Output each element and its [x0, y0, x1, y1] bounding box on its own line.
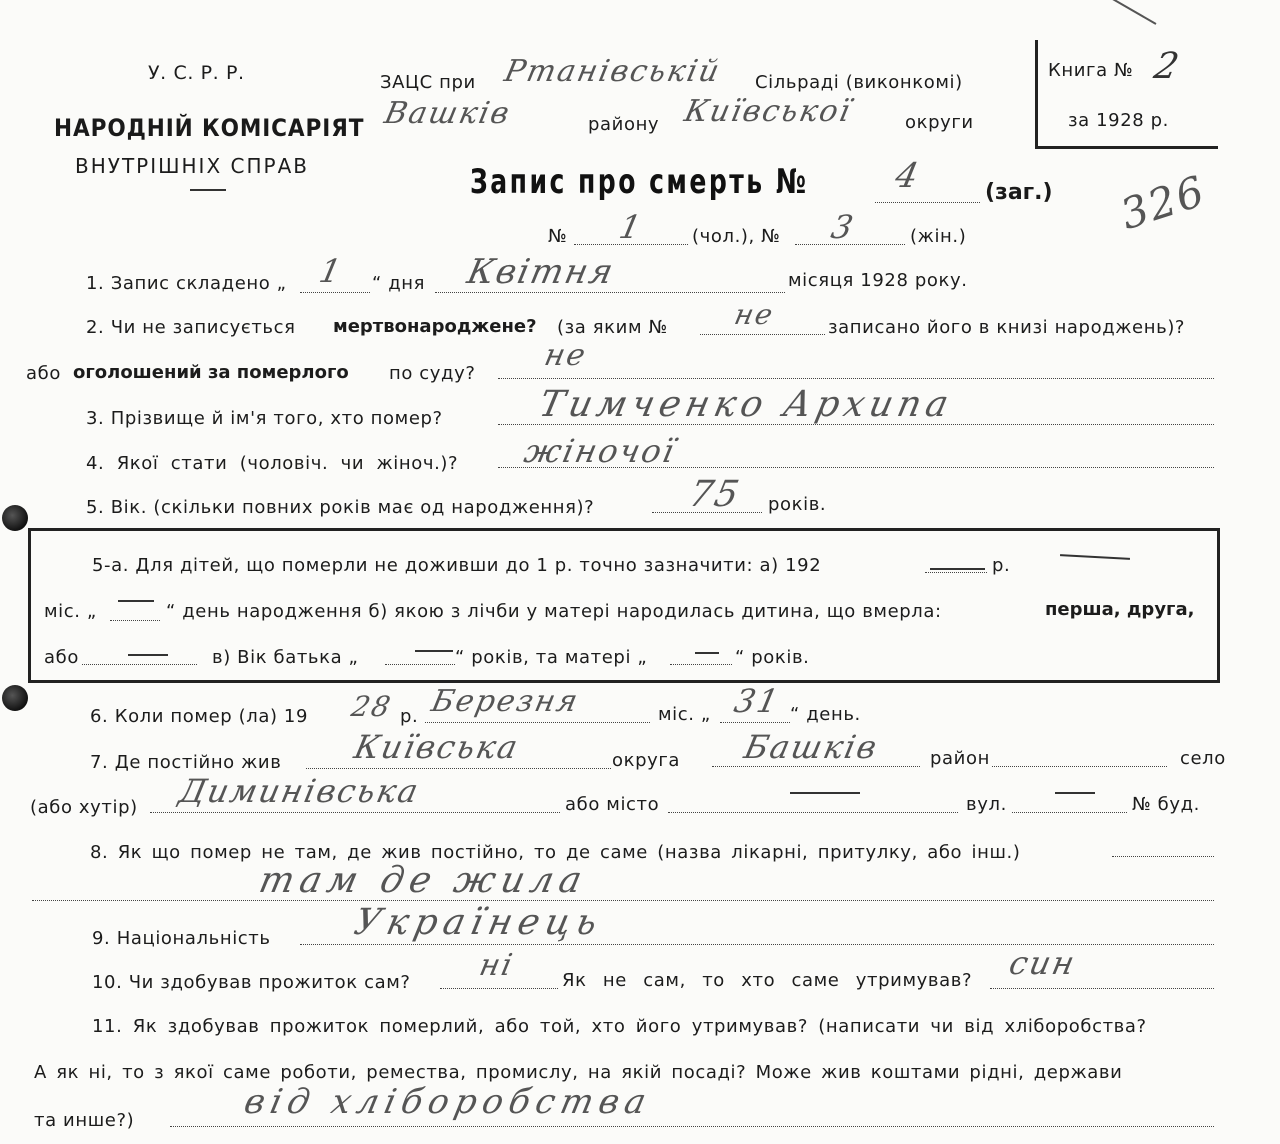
female-number-label: (жін.) [910, 226, 967, 247]
field-4-handwritten: жіночої [520, 432, 680, 470]
district-handwritten: Baшків [381, 96, 515, 131]
record-number-line [875, 202, 980, 203]
box-5a-father-line [385, 664, 455, 665]
box-5a-line-2-bold: перша, друга, [1045, 599, 1195, 620]
corner-mark [1104, 0, 1157, 25]
box-5a-line-2-b: “ день народження б) якою з лічби у матері народилась дитина, що вмерла: [166, 601, 942, 622]
field-2b-bold: оголошений за померлого [73, 362, 349, 383]
field-7-rayon-line [712, 766, 920, 767]
field-7-okrug: округа [612, 750, 681, 771]
field-5-line [652, 512, 762, 513]
field-3-line [498, 424, 1214, 425]
punch-hole-top [2, 505, 28, 531]
field-2-number-handwritten: не [731, 298, 778, 331]
box-5a-mother-dash [695, 652, 719, 654]
department-title: ВНУТРІШНІХ СПРАВ [75, 154, 309, 178]
field-5-suffix: років. [768, 494, 827, 515]
village-council-label: Сільраді (виконкомі) [755, 72, 963, 93]
field-1-month-handwritten: Квітня [463, 252, 619, 292]
field-2b-prefix: або [26, 363, 61, 384]
book-number-handwritten: 2 [1150, 46, 1185, 87]
field-1-day-line [300, 292, 370, 293]
field-10-handwritten-1: ні [476, 948, 518, 983]
field-5-label: 5. Вік. (скільки повних років має од народження)? [86, 497, 595, 518]
field-6-year-handwritten: 28 [348, 690, 396, 723]
box-5a-line-1: 5-а. Для дітей, що померли не доживши до 1 р. точно зазначити: а) 192 [92, 555, 822, 576]
field-1-day-handwritten: 1 [315, 252, 347, 290]
field-7b-bud: № буд. [1132, 794, 1200, 815]
box-5a-year-line [925, 572, 987, 573]
field-1-mid: “ дня [372, 273, 426, 294]
box-5a-month-line [110, 620, 160, 621]
field-2-suffix: записано його в книзі народжень)? [828, 317, 1186, 338]
field-3-handwritten: Тимченко Архипа [535, 384, 957, 425]
field-7b-misto-dash [790, 792, 860, 794]
field-7b-misto-line [668, 812, 958, 813]
field-8-handwritten: там де жила [255, 860, 592, 901]
field-11-handwritten: від хліборобства [240, 1082, 656, 1122]
field-10-handwritten-2: син [1005, 944, 1080, 982]
record-title: Запис про смерть № [470, 162, 809, 202]
field-6-month-handwritten: Березня [428, 684, 583, 719]
field-8-label: 8. Як що помер не там, де жив постійно, то де саме (назва лікарні, притулку, або інш.) [90, 842, 1021, 863]
field-4-line [498, 467, 1214, 468]
field-7-selo-line [992, 766, 1167, 767]
box-5a-line-3-d: “ років. [735, 647, 810, 668]
box-5a-order-line [82, 664, 197, 665]
district-label: району [588, 114, 660, 135]
field-11-line-2: А як ні, то з якої саме роботи, ремества, промислу, на якій посаді? Може жив коштами рідні, держави [34, 1062, 1123, 1083]
field-7b-line [150, 812, 560, 813]
field-2-mid: (за яким № [557, 317, 668, 338]
box-5a-line-2-a: міс. „ [44, 601, 97, 622]
field-8-line [32, 900, 1214, 901]
field-7b-vul-dash [1055, 792, 1095, 794]
box-5a-father-dash [415, 650, 453, 652]
book-label: Книга № [1048, 60, 1134, 81]
field-7b-vul-line [1012, 812, 1127, 813]
field-10-line-1 [440, 988, 558, 989]
field-6-day-handwritten: 31 [730, 682, 784, 720]
field-7-prefix: 7. Де постійно жив [90, 752, 282, 773]
republic-label: У. С. Р. Р. [148, 62, 245, 84]
field-2b-suffix: по суду? [389, 363, 476, 384]
field-10-line-2 [990, 988, 1214, 989]
female-number-handwritten: 3 [827, 208, 859, 246]
field-11-line-3: та инше?) [34, 1110, 135, 1131]
field-6-r: р. [400, 706, 419, 727]
female-number-line [795, 244, 905, 245]
field-6-day-line [720, 722, 790, 723]
box-5a-year-dash [930, 568, 985, 570]
book-year: за 1928 р. [1068, 110, 1170, 131]
commissariat-title: НАРОДНІЙ КОМІСАРІЯТ [54, 114, 365, 142]
field-10-mid: Як не сам, то хто саме утримував? [562, 970, 973, 991]
field-5-handwritten: 75 [685, 474, 745, 515]
box-5a-line-1-end: р. [992, 555, 1011, 576]
field-2-bold: мертвонароджене? [333, 316, 537, 337]
field-3-label: 3. Прізвище й ім'я того, хто помер? [86, 408, 443, 429]
male-number-handwritten: 1 [615, 208, 647, 246]
field-7b-misto: або місто [565, 794, 660, 815]
field-11-line [170, 1126, 1214, 1127]
header-divider [190, 189, 226, 191]
field-7-rayon: район [930, 748, 990, 769]
record-number-suffix: (заг.) [985, 180, 1053, 205]
male-number-label: (чол.), № [692, 226, 781, 247]
field-1-month-line [435, 292, 785, 293]
field-7-rayon-handwritten: Башків [740, 728, 882, 766]
corner-number-handwritten: 326 [1114, 165, 1212, 240]
field-2b-line [498, 378, 1214, 379]
field-9-label: 9. Національність [92, 928, 271, 949]
field-7-okrug-handwritten: Київська [350, 728, 523, 766]
male-number-line [574, 244, 688, 245]
field-6-month-line [425, 722, 650, 723]
field-9-handwritten: Українець [350, 902, 607, 943]
field-1-prefix: 1. Запис складено „ [86, 273, 287, 294]
field-2b-handwritten: не [541, 338, 591, 373]
field-8-line-end [1112, 856, 1214, 857]
box-5a-line-3-a: або [44, 647, 79, 668]
field-4-label: 4. Якої стати (чоловіч. чи жіноч.)? [86, 453, 459, 474]
punch-hole-bottom [2, 685, 28, 711]
okrug-label: округи [905, 112, 974, 133]
book-box [1035, 40, 1218, 149]
field-2-number-line [700, 334, 825, 335]
okrug-handwritten: Київської [681, 94, 856, 129]
field-6-suffix: “ день. [790, 704, 861, 725]
box-5a-line-3-b: в) Вік батька „ [212, 647, 359, 668]
field-11-line-1: 11. Як здобував прожиток померлий, або той, хто його утримував? (написати чи від хліборобства? [92, 1016, 1147, 1037]
field-7-okrug-line [306, 768, 611, 769]
box-5a-mother-line [670, 664, 732, 665]
field-2-prefix: 2. Чи не записується [86, 317, 296, 338]
field-7b-vul: вул. [966, 794, 1007, 815]
field-7b-handwritten: Диминівська [175, 772, 424, 810]
field-7b-prefix: (або хутір) [30, 797, 138, 818]
field-10-label: 10. Чи здобував прожиток сам? [92, 972, 411, 993]
field-1-suffix: місяця 1928 року. [788, 270, 968, 291]
box-5a-month-dash [118, 600, 154, 602]
village-council-handwritten: Ртанівській [501, 54, 725, 89]
box-5a-order-dash [128, 654, 168, 656]
field-7-selo: село [1180, 748, 1226, 769]
field-6-prefix: 6. Коли помер (ла) 19 [90, 706, 309, 727]
box-5a-line-3-c: “ років, та матері „ [455, 647, 648, 668]
number-sign: № [548, 226, 568, 247]
zags-prefix: ЗАЦС при [380, 72, 476, 93]
record-number-handwritten: 4 [891, 156, 924, 196]
field-6-mis: міс. „ [658, 704, 711, 725]
